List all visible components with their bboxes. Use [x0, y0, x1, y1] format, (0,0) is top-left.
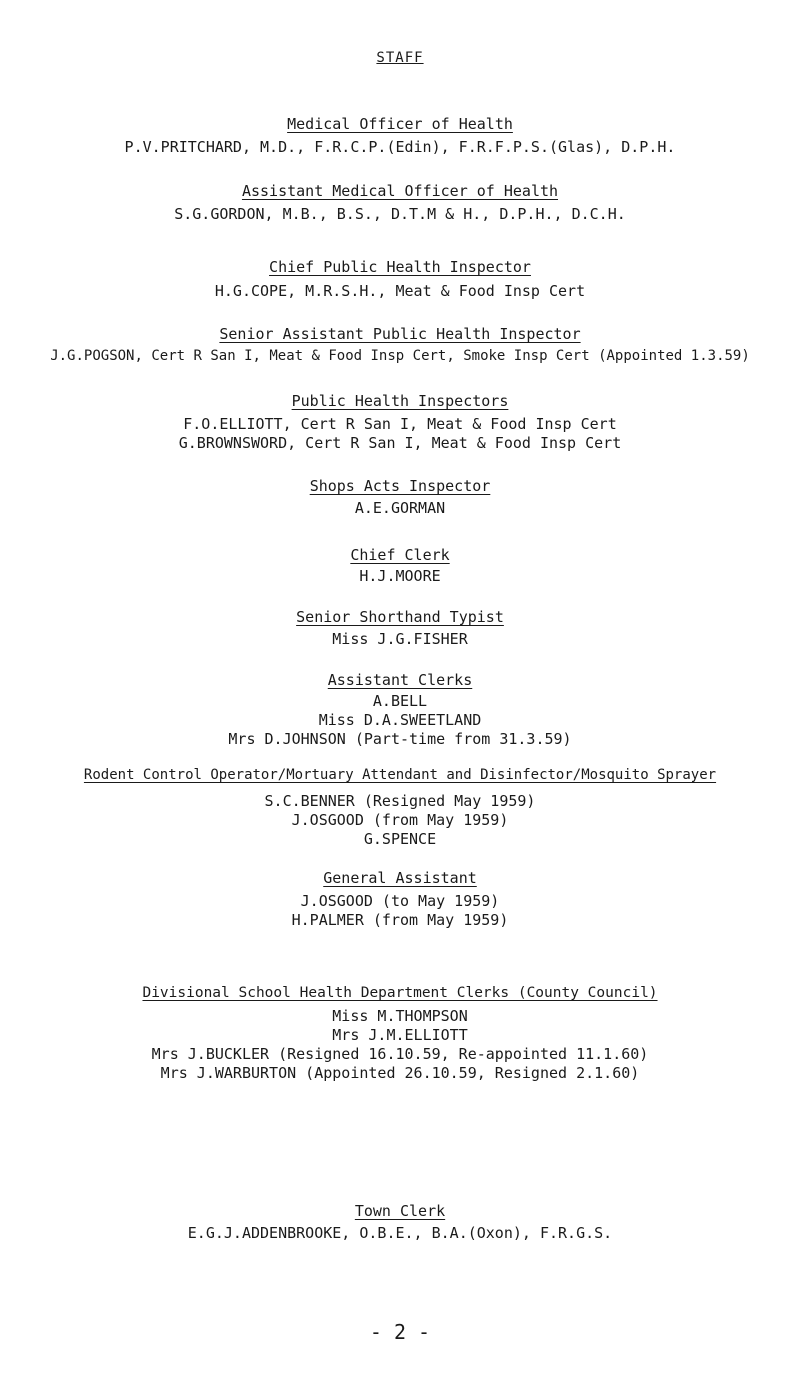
cphi-heading: Chief Public Health Inspector: [269, 258, 531, 276]
divisional-line-4: Mrs J.WARBURTON (Appointed 26.10.59, Resigned 2.1.60): [160, 1064, 640, 1082]
town-clerk-heading: Town Clerk: [354, 1202, 446, 1220]
chief-clerk-heading: Chief Clerk: [350, 546, 450, 564]
phi-line-2: G.BROWNSWORD, Cert R San I, Meat & Food Insp Cert: [178, 434, 622, 452]
divisional-line-2: Mrs J.M.ELLIOTT: [332, 1026, 468, 1044]
shops-line: A.E.GORMAN: [354, 499, 446, 517]
asst-clerks-heading: Assistant Clerks: [327, 671, 473, 689]
rodent-heading: Rodent Control Operator/Mortuary Attendant and Disinfector/Mosquito Sprayer: [83, 767, 717, 783]
chief-clerk-line: H.J.MOORE: [359, 567, 441, 585]
typist-line: Miss J.G.FISHER: [332, 630, 468, 648]
divisional-heading: Divisional School Health Department Clerks (County Council): [142, 985, 658, 1001]
general-heading: General Assistant: [323, 869, 477, 887]
cphi-line: H.G.COPE, M.R.S.H., Meat & Food Insp Cert: [214, 282, 586, 300]
asst-clerks-line-1: A.BELL: [372, 692, 428, 710]
page-number: - 2 -: [369, 1320, 431, 1344]
shops-heading: Shops Acts Inspector: [309, 477, 491, 495]
rodent-line-3: G.SPENCE: [363, 830, 437, 848]
moh-line: P.V.PRITCHARD, M.D., F.R.C.P.(Edin), F.R.F.P.S.(Glas), D.P.H.: [124, 138, 676, 156]
saphi-line: J.G.POGSON, Cert R San I, Meat & Food Insp Cert, Smoke Insp Cert (Appointed 1.3.59): [50, 348, 750, 364]
divisional-line-1: Miss M.THOMPSON: [332, 1007, 468, 1025]
rodent-line-2: J.OSGOOD (from May 1959): [291, 811, 509, 829]
page-title: STAFF: [376, 50, 424, 66]
amoh-line: S.G.GORDON, M.B., B.S., D.T.M & H., D.P.H., D.C.H.: [174, 205, 626, 223]
asst-clerks-line-3: Mrs D.JOHNSON (Part-time from 31.3.59): [228, 730, 572, 748]
saphi-heading: Senior Assistant Public Health Inspector: [219, 325, 581, 343]
phi-line-1: F.O.ELLIOTT, Cert R San I, Meat & Food Insp Cert: [183, 415, 617, 433]
town-clerk-line: E.G.J.ADDENBROOKE, O.B.E., B.A.(Oxon), F.R.G.S.: [187, 1224, 613, 1242]
general-line-1: J.OSGOOD (to May 1959): [300, 892, 500, 910]
asst-clerks-line-2: Miss D.A.SWEETLAND: [318, 711, 482, 729]
divisional-line-3: Mrs J.BUCKLER (Resigned 16.10.59, Re-appointed 11.1.60): [151, 1045, 649, 1063]
moh-heading: Medical Officer of Health: [287, 115, 513, 133]
phi-heading: Public Health Inspectors: [291, 392, 509, 410]
amoh-heading: Assistant Medical Officer of Health: [241, 182, 559, 200]
typist-heading: Senior Shorthand Typist: [296, 608, 504, 626]
rodent-line-1: S.C.BENNER (Resigned May 1959): [264, 792, 536, 810]
general-line-2: H.PALMER (from May 1959): [291, 911, 509, 929]
